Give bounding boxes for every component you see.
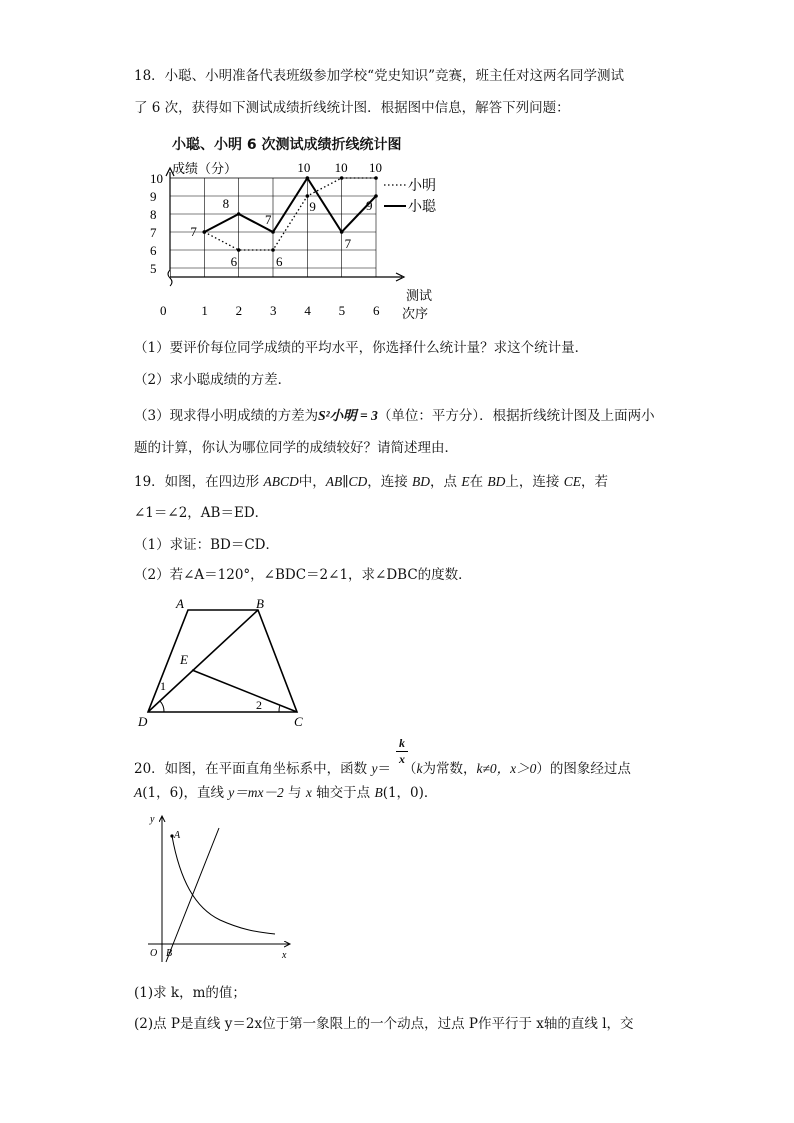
q19-text: ABCD	[263, 474, 299, 489]
data-label: 6	[230, 254, 238, 269]
label-y-axis: y	[150, 814, 155, 825]
q19-text: 在	[469, 474, 488, 490]
legend-label: 小聪	[408, 200, 436, 215]
q19-text: AB	[325, 474, 343, 489]
q19-text: ∥	[342, 474, 349, 490]
q18-sub-1: （1）要评价每位同学成绩的平均水平，你选择什么统计量？求这个统计量．	[134, 340, 589, 356]
label-b: B	[256, 596, 264, 611]
label-e: E	[180, 652, 188, 667]
q20-text: (1，6)，直线	[142, 785, 229, 801]
q20-sub-1: (1)求 k，m的值；	[134, 985, 246, 1001]
data-point	[340, 230, 344, 234]
data-point	[306, 194, 310, 198]
data-point	[306, 176, 310, 180]
data-label: 10	[369, 160, 382, 175]
q20-text: (1，0)．	[382, 785, 438, 801]
q18-sub-2: （2）求小聪成绩的方差．	[134, 372, 292, 388]
legend-label: 小明	[408, 179, 436, 194]
data-label: 7	[344, 236, 352, 251]
data-label: 9	[366, 198, 373, 213]
q19-sub-2: （2）若∠A＝120°，∠BDC＝2∠1，求∠DBC的度数．	[134, 567, 472, 583]
q20-text: k	[416, 761, 423, 776]
origin-label: 0	[160, 303, 167, 318]
q18-sub-3-line-2: 题的计算，你认为哪位同学的成绩较好？请简述理由．	[134, 440, 458, 456]
q19-text: 19．如图，在四边形	[134, 474, 264, 490]
data-point	[374, 194, 378, 198]
data-point	[203, 230, 207, 234]
label-c: C	[294, 714, 303, 729]
q20-text: 与	[283, 785, 306, 801]
x-tick-label: 6	[373, 303, 380, 318]
label-origin: O	[150, 948, 158, 959]
coordinate-figure	[140, 810, 300, 970]
data-point	[374, 176, 378, 180]
y-tick-label: 7	[150, 225, 157, 240]
data-point	[271, 248, 275, 252]
quadrilateral-figure	[130, 592, 320, 732]
q20-sub-2: (2)点 P是直线 y＝2x位于第一象限上的一个动点，过点 P作平行于 x轴的直线 l，交	[134, 1016, 634, 1032]
variance-formula: S²小明 = 3	[318, 408, 378, 423]
q18-line-1: 18．小聪、小明准备代表班级参加学校“党史知识”竞赛，班主任对这两名同学测试	[134, 68, 624, 84]
line-chart	[140, 155, 460, 330]
x-tick-label: 2	[235, 303, 243, 318]
q18-sub-3-text-b: （单位：平方分）．根据折线统计图及上面两小	[377, 408, 655, 424]
chart-title: 小聪、小明 6 次测试成绩折线统计图	[172, 137, 402, 153]
label-angle-2: 2	[256, 698, 262, 712]
label-angle-1: 1	[160, 679, 166, 693]
data-label: 10	[334, 160, 348, 175]
x-axis-label-line-2: 次序	[402, 306, 429, 321]
q20-text: A	[134, 785, 143, 800]
q20-text: x	[305, 785, 312, 800]
angle-1-arc	[160, 701, 164, 712]
q20-text: 为常数，	[422, 761, 477, 777]
y-tick-label: 10	[150, 171, 163, 186]
y-tick-label: 9	[150, 189, 157, 204]
y-axis-label: 成绩（分）	[172, 161, 238, 176]
segment-bd	[148, 610, 258, 712]
q18-line-2: 了 6 次，获得如下测试成绩折线统计图．根据图中信息，解答下列问题：	[134, 100, 570, 116]
label-point-b: B	[166, 948, 173, 959]
q19-text: 中，	[298, 474, 326, 490]
q19-line-1	[134, 472, 608, 492]
q20-text: ＝	[377, 761, 391, 777]
q20-text: y＝mx－2	[228, 785, 284, 800]
data-label: 7	[265, 212, 272, 227]
data-label: 8	[222, 196, 230, 211]
q20-text: 轴交于点	[311, 785, 375, 801]
q20-text: 20．如图，在平面直角坐标系中，函数	[134, 761, 372, 777]
fraction-denominator: x	[399, 752, 405, 766]
axis-break	[168, 270, 172, 286]
q19-text: ，若	[580, 474, 608, 490]
fraction-numerator: k	[399, 736, 405, 750]
data-label: 7	[190, 224, 197, 239]
label-d: D	[138, 714, 148, 729]
hyperbola-curve	[172, 836, 275, 934]
y-tick-label: 6	[150, 243, 157, 258]
q18-sub-3	[134, 406, 655, 426]
data-label: 6	[276, 254, 283, 269]
q19-text: BD	[412, 474, 431, 489]
label-x-axis: x	[282, 950, 287, 961]
q19-text: 上，连接	[505, 474, 564, 490]
q19-text: CE	[563, 474, 581, 489]
label-point-a: A	[174, 830, 181, 841]
q19-text: ，点	[430, 474, 462, 490]
data-label: 10	[297, 160, 311, 175]
angle-2-arc	[279, 705, 280, 712]
q19-text: E	[461, 474, 470, 489]
q20-text: y	[371, 761, 378, 776]
q20-text: ）的图象经过点	[536, 761, 631, 777]
quadrilateral-abcd	[148, 610, 297, 712]
label-a: A	[176, 596, 184, 611]
q20-line-2	[134, 783, 437, 803]
q20-text: B	[374, 785, 383, 800]
y-tick-label: 8	[150, 207, 157, 222]
q20-text: k≠0，x＞0	[476, 761, 537, 776]
q18-sub-3-text-a: （3）现求得小明成绩的方差为	[134, 408, 319, 424]
segment-ce	[192, 670, 297, 712]
q19-text: ，连接	[367, 474, 413, 490]
q20-text: （	[402, 761, 417, 777]
q19-line-2: ∠1＝∠2，AB＝ED．	[134, 505, 269, 521]
data-point	[271, 230, 275, 234]
data-label: 9	[309, 199, 316, 214]
q19-text: CD	[348, 474, 368, 489]
x-axis-label-line-1: 测试	[406, 288, 433, 303]
q19-sub-1: （1）求证：BD＝CD．	[134, 537, 279, 553]
data-point	[340, 176, 344, 180]
x-tick-label: 5	[338, 303, 346, 318]
x-tick-label: 3	[270, 303, 277, 318]
data-point	[237, 212, 241, 216]
data-point	[237, 248, 241, 252]
x-tick-label: 4	[304, 303, 311, 318]
x-tick-label: 1	[201, 303, 208, 318]
q20-line-1	[134, 759, 631, 779]
q19-text: BD	[487, 474, 506, 489]
y-tick-label: 5	[150, 261, 157, 276]
